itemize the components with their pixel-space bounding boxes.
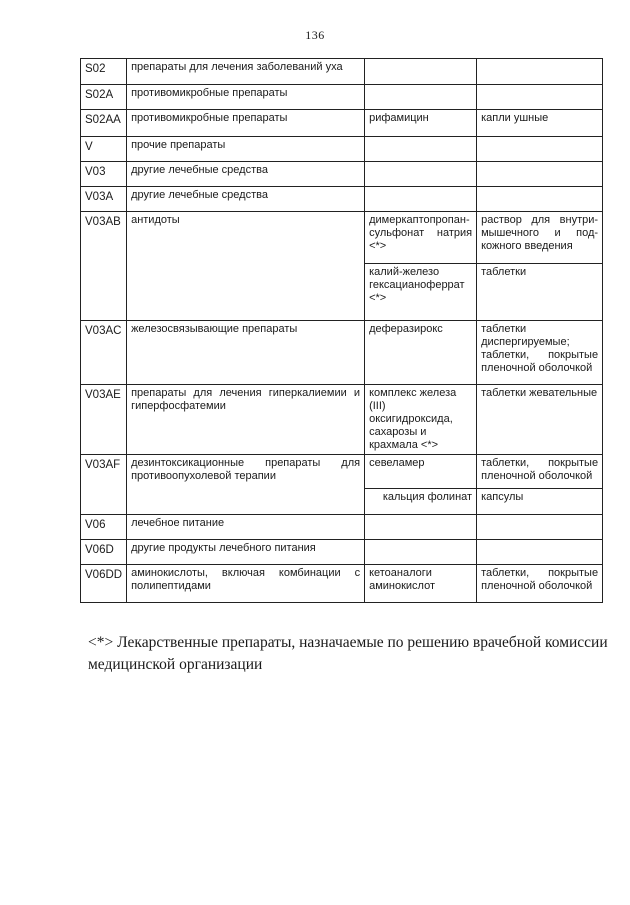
- table-row: [81, 565, 603, 603]
- drug-name: кетоаналоги аминокислот: [365, 565, 477, 603]
- dosage-form: таблетки, покрытые пленочной оболочкой: [477, 455, 603, 489]
- group-name: противомикробные препараты: [127, 85, 365, 110]
- drug-name: севеламер: [365, 455, 477, 489]
- dosage-form: [477, 137, 603, 162]
- drug-name: калий-железо гексацианоферрат <*>: [365, 264, 477, 321]
- drug-name: рифамицин: [365, 110, 477, 137]
- table-row: [81, 85, 603, 110]
- table-row: [81, 110, 603, 137]
- dosage-form: [477, 59, 603, 85]
- atc-code: V03AF: [81, 455, 127, 515]
- group-name: прочие препараты: [127, 137, 365, 162]
- table-row: [81, 321, 603, 385]
- drug-name: [365, 137, 477, 162]
- atc-code: V06D: [81, 540, 127, 565]
- drug-name: [365, 540, 477, 565]
- group-name: другие продукты лечебного питания: [127, 540, 365, 565]
- table-row: [81, 162, 603, 187]
- atc-code: V03: [81, 162, 127, 187]
- table-row: [81, 212, 603, 264]
- dosage-form: таблетки, покрытые пленочной оболочкой: [477, 565, 603, 603]
- drug-name: комплекс железа (III) оксигидроксида, сахарозы и крахмала <*>: [365, 385, 477, 455]
- group-name: другие лечебные средства: [127, 187, 365, 212]
- atc-code: V03AE: [81, 385, 127, 455]
- table-row: [81, 515, 603, 540]
- drug-name: димеркаптопропан-сульфонат натрия <*>: [365, 212, 477, 264]
- table-row: [81, 455, 603, 489]
- table-row: [81, 137, 603, 162]
- dosage-form: [477, 85, 603, 110]
- page-number: 136: [305, 28, 325, 42]
- table-row: [81, 187, 603, 212]
- dosage-form: [477, 515, 603, 540]
- atc-code: V03AB: [81, 212, 127, 321]
- dosage-form: раствор для внутри-мышечного и под-кожного введения: [477, 212, 603, 264]
- group-name: дезинтоксикационные препараты для противоопухолевой терапии: [127, 455, 365, 515]
- group-name: железосвязывающие препараты: [127, 321, 365, 385]
- drug-name: [365, 59, 477, 85]
- atc-code: S02A: [81, 85, 127, 110]
- dosage-form: таблетки жевательные: [477, 385, 603, 455]
- drug-name: [365, 515, 477, 540]
- dosage-form: таблетки: [477, 264, 603, 321]
- group-name: лечебное питание: [127, 515, 365, 540]
- table-row: [81, 540, 603, 565]
- drug-name: деферазирокс: [365, 321, 477, 385]
- group-name: препараты для лечения гиперкалиемии и гиперфосфатемии: [127, 385, 365, 455]
- dosage-form: капли ушные: [477, 110, 603, 137]
- atc-code: V06: [81, 515, 127, 540]
- dosage-form: [477, 187, 603, 212]
- table-row: [81, 59, 603, 85]
- atc-code: S02AA: [81, 110, 127, 137]
- drug-name: [365, 162, 477, 187]
- table-row: [81, 385, 603, 455]
- dosage-form: таблетки диспергируемые; таблетки, покрытые пленочной оболочкой: [477, 321, 603, 385]
- drug-name: кальция фолинат: [365, 489, 477, 515]
- dosage-form: капсулы: [477, 489, 603, 515]
- dosage-form: [477, 540, 603, 565]
- atc-code: S02: [81, 59, 127, 85]
- group-name: аминокислоты, включая комбинации с полипептидами: [127, 565, 365, 603]
- drug-name: [365, 85, 477, 110]
- group-name: препараты для лечения заболеваний уха: [127, 59, 365, 85]
- atc-code: V06DD: [81, 565, 127, 603]
- drug-table: [80, 58, 603, 603]
- group-name: другие лечебные средства: [127, 162, 365, 187]
- atc-code: V: [81, 137, 127, 162]
- footnote: <*> Лекарственные препараты, назначаемые по решению врачебной комиссии медицинской организации: [88, 634, 608, 673]
- group-name: антидоты: [127, 212, 365, 321]
- dosage-form: [477, 162, 603, 187]
- drug-name: [365, 187, 477, 212]
- group-name: противомикробные препараты: [127, 110, 365, 137]
- atc-code: V03A: [81, 187, 127, 212]
- atc-code: V03AC: [81, 321, 127, 385]
